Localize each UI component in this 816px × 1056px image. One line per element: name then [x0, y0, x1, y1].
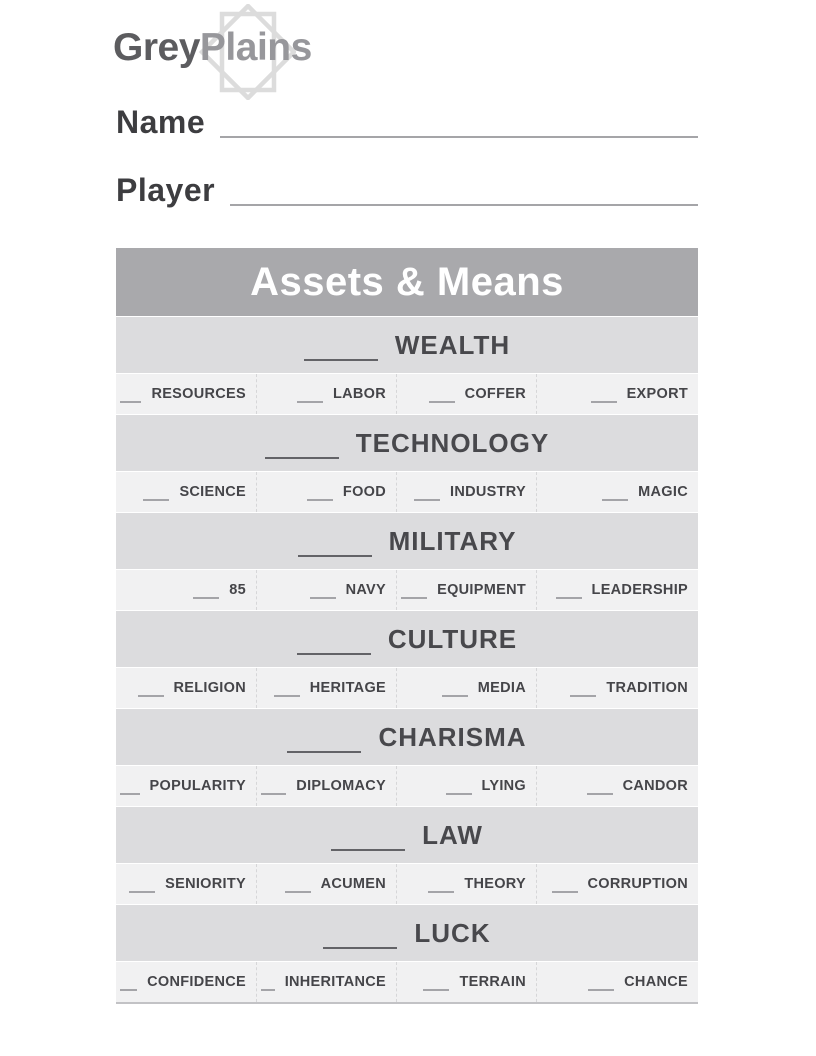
stat-label: INHERITANCE	[284, 974, 386, 990]
stat-cell	[396, 668, 536, 708]
stat-cell	[256, 374, 396, 414]
sheet-title: Assets & Means	[250, 259, 564, 304]
stat-cell	[536, 374, 698, 414]
section-score-line[interactable]	[331, 849, 405, 851]
section-header	[116, 806, 698, 863]
stat-cell	[256, 472, 396, 512]
stat-label: SENIORITY	[165, 876, 246, 892]
stat-cell	[396, 374, 536, 414]
stat-cell	[256, 766, 396, 806]
stat-cell	[536, 472, 698, 512]
section-header	[116, 904, 698, 961]
stat-blank-line[interactable]	[428, 891, 454, 893]
stat-blank-line[interactable]	[556, 597, 582, 599]
name-input-line[interactable]	[220, 136, 698, 138]
stat-blank-line[interactable]	[602, 499, 628, 501]
stat-label: NAVY	[345, 582, 386, 598]
section-luck	[116, 904, 698, 1002]
logo-text-grey: Grey	[113, 26, 200, 69]
stat-cell	[256, 570, 396, 610]
stat-blank-line[interactable]	[120, 989, 137, 991]
stat-blank-line[interactable]	[587, 793, 613, 795]
stat-blank-line[interactable]	[307, 499, 333, 501]
section-wealth	[116, 316, 698, 414]
stat-blank-line[interactable]	[570, 695, 596, 697]
stat-row	[116, 471, 698, 512]
section-header	[116, 708, 698, 765]
stat-label: SCIENCE	[179, 484, 246, 500]
section-title: WEALTH	[394, 329, 511, 360]
stat-blank-line[interactable]	[143, 499, 169, 501]
section-score-line[interactable]	[323, 947, 397, 949]
stat-label: COFFER	[464, 386, 526, 402]
stat-label: LYING	[481, 778, 526, 794]
stat-row	[116, 765, 698, 806]
stat-blank-line[interactable]	[588, 989, 614, 991]
stat-label: CANDOR	[622, 778, 688, 794]
stat-blank-line[interactable]	[285, 891, 311, 893]
stat-blank-line[interactable]	[423, 989, 449, 991]
player-input-line[interactable]	[230, 204, 698, 206]
section-technology	[116, 414, 698, 512]
stat-blank-line[interactable]	[261, 793, 286, 795]
stat-cell	[116, 962, 256, 1002]
section-score-line[interactable]	[265, 457, 339, 459]
section-title: LUCK	[414, 917, 491, 948]
stat-blank-line[interactable]	[261, 989, 275, 991]
section-header	[116, 512, 698, 569]
stat-label: INDUSTRY	[450, 484, 526, 500]
stat-blank-line[interactable]	[138, 695, 164, 697]
section-law	[116, 806, 698, 904]
stat-label: ACUMEN	[320, 876, 386, 892]
stat-blank-line[interactable]	[193, 597, 219, 599]
stat-label: EQUIPMENT	[437, 582, 526, 598]
stat-cell	[396, 962, 536, 1002]
stat-label: FOOD	[342, 484, 386, 500]
stat-blank-line[interactable]	[401, 597, 427, 599]
stat-label: MAGIC	[638, 484, 688, 500]
stat-label: CONFIDENCE	[147, 974, 246, 990]
stat-blank-line[interactable]	[129, 891, 155, 893]
stat-cell	[536, 766, 698, 806]
stat-blank-line[interactable]	[120, 401, 141, 403]
stat-cell	[116, 472, 256, 512]
stat-label: MEDIA	[477, 680, 526, 696]
stat-label: POPULARITY	[149, 778, 246, 794]
stat-blank-line[interactable]	[591, 401, 617, 403]
stat-blank-line[interactable]	[446, 793, 472, 795]
stat-cell	[396, 472, 536, 512]
stat-row	[116, 667, 698, 708]
stat-cell	[256, 864, 396, 904]
section-culture	[116, 610, 698, 708]
stat-blank-line[interactable]	[442, 695, 468, 697]
stat-cell	[116, 766, 256, 806]
section-score-line[interactable]	[297, 653, 371, 655]
stat-label: CHANCE	[624, 974, 688, 990]
player-field	[116, 172, 698, 208]
stat-label: LABOR	[332, 386, 386, 402]
section-score-line[interactable]	[287, 751, 361, 753]
stat-blank-line[interactable]	[310, 597, 336, 599]
stat-cell	[396, 864, 536, 904]
section-title: LAW	[422, 819, 483, 850]
stat-cell	[116, 864, 256, 904]
stat-cell	[396, 570, 536, 610]
stat-label: LEADERSHIP	[591, 582, 688, 598]
stat-cell	[536, 668, 698, 708]
player-label: Player	[116, 172, 216, 208]
section-charisma	[116, 708, 698, 806]
stat-row	[116, 863, 698, 904]
stat-label: THEORY	[464, 876, 526, 892]
section-header	[116, 414, 698, 471]
section-score-line[interactable]	[298, 555, 372, 557]
stat-label: TERRAIN	[459, 974, 526, 990]
name-label: Name	[116, 104, 206, 140]
section-score-line[interactable]	[304, 359, 378, 361]
name-field	[116, 104, 698, 140]
section-title: MILITARY	[388, 525, 517, 556]
stat-cell	[116, 374, 256, 414]
stat-value: 85	[229, 582, 246, 598]
stat-blank-line[interactable]	[297, 401, 323, 403]
sheet-title-bar	[116, 248, 698, 316]
stat-blank-line[interactable]	[274, 695, 300, 697]
section-title: CHARISMA	[378, 721, 527, 752]
section-header	[116, 610, 698, 667]
stat-row	[116, 373, 698, 414]
logo-text-plains: Plains	[199, 26, 312, 69]
stat-cell	[396, 766, 536, 806]
stat-label: HERITAGE	[309, 680, 386, 696]
stat-blank-line[interactable]	[414, 499, 440, 501]
stat-cell	[536, 864, 698, 904]
stat-cell	[116, 668, 256, 708]
section-title: CULTURE	[387, 623, 518, 654]
stat-label: TRADITION	[606, 680, 688, 696]
assets-and-means-sheet	[116, 248, 698, 1004]
stat-row	[116, 569, 698, 610]
stat-cell	[256, 668, 396, 708]
stat-cell	[536, 570, 698, 610]
stat-blank-line[interactable]	[552, 891, 578, 893]
stat-label: RESOURCES	[151, 386, 246, 402]
stat-label: CORRUPTION	[587, 876, 688, 892]
stat-label: RELIGION	[173, 680, 246, 696]
section-header	[116, 316, 698, 373]
stat-label: DIPLOMACY	[296, 778, 386, 794]
stat-cell	[256, 962, 396, 1002]
stat-blank-line[interactable]	[429, 401, 455, 403]
stat-label: EXPORT	[626, 386, 688, 402]
stat-cell	[536, 962, 698, 1002]
section-title: TECHNOLOGY	[355, 427, 550, 458]
section-military	[116, 512, 698, 610]
stat-row	[116, 961, 698, 1002]
stat-cell	[116, 570, 256, 610]
stat-blank-line[interactable]	[120, 793, 140, 795]
logo-text	[113, 26, 312, 70]
